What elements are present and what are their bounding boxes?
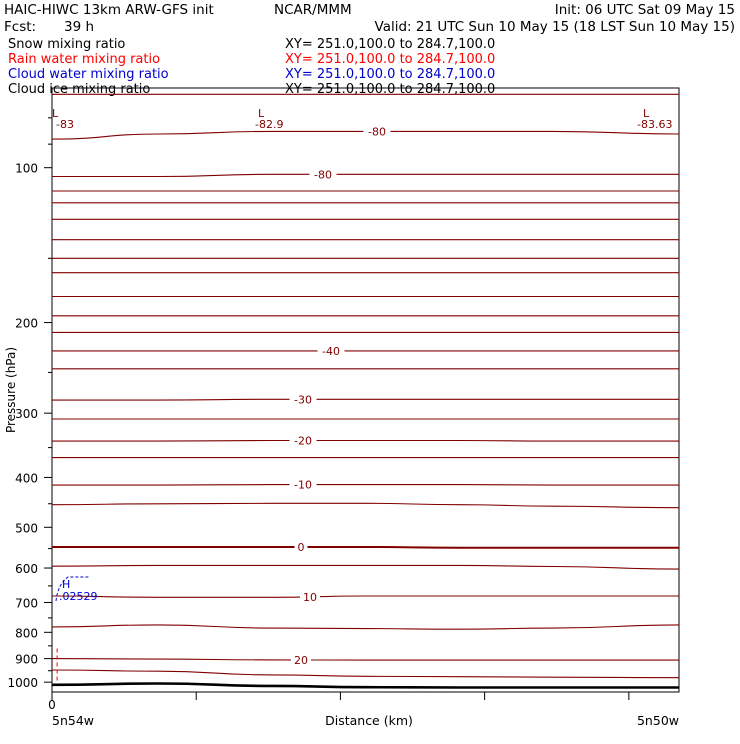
- maximum-marker: H: [62, 578, 71, 591]
- field-cross-section: XY= 251.0,100.0 to 284.7,100.0: [285, 52, 496, 67]
- isotherm-line: [52, 547, 679, 548]
- isotherm-line: [52, 503, 679, 507]
- isotherm-label: -20: [294, 434, 312, 448]
- isotherm-contours: [52, 94, 679, 687]
- field-cross-section: XY= 251.0,100.0 to 284.7,100.0: [285, 37, 496, 52]
- isotherm-line: [52, 670, 679, 678]
- maximum-value: .02529: [59, 590, 98, 603]
- isotherm-label: -80: [314, 168, 332, 182]
- y-tick-label: 1000: [7, 676, 38, 691]
- isotherm-line: [52, 485, 679, 486]
- field-name: Snow mixing ratio: [8, 37, 126, 52]
- y-tick-label: 800: [15, 626, 38, 641]
- field-name: Rain water mixing ratio: [8, 52, 161, 67]
- x-tick-label: 0: [48, 698, 56, 712]
- y-tick-label: 400: [15, 471, 38, 486]
- isotherm-line: [52, 441, 679, 442]
- isotherm-label: -10: [294, 478, 312, 492]
- fcst-label: Fcst:: [4, 19, 37, 35]
- isotherm-line: [52, 596, 679, 597]
- field-cross-section: XY= 251.0,100.0 to 284.7,100.0: [285, 82, 496, 97]
- x-end-label: 5n50w: [636, 713, 679, 728]
- model-title: HAIC-HIWC 13km ARW-GFS init: [4, 2, 214, 18]
- minimum-value: -83.63: [637, 118, 673, 131]
- isotherm-line: [52, 399, 679, 400]
- isotherm-line: [52, 625, 679, 629]
- y-tick-label: 300: [15, 407, 38, 422]
- minimum-value: -82.9: [255, 118, 284, 131]
- y-tick-label: 200: [15, 316, 38, 331]
- minimum-marker: L: [52, 107, 59, 120]
- isotherm-label: 20: [294, 653, 308, 667]
- field-name: Cloud ice mixing ratio: [8, 82, 151, 97]
- isotherm-label: 10: [303, 590, 317, 604]
- isotherm-label: -40: [322, 344, 340, 358]
- y-tick-label: 100: [15, 161, 38, 176]
- isotherm-line: [52, 659, 679, 661]
- y-tick-label: 500: [15, 521, 38, 536]
- minimum-marker: L: [258, 107, 265, 120]
- y-axis-label: Pressure (hPa): [4, 346, 18, 434]
- isotherm-line: [52, 565, 679, 569]
- y-tick-label: 900: [15, 652, 38, 667]
- isotherm-label: -30: [294, 393, 312, 407]
- plot-frame: [52, 88, 679, 692]
- valid-time: Valid: 21 UTC Sun 10 May 15 (18 LST Sun 10 May 15): [374, 19, 735, 35]
- isotherm-label: 0: [297, 540, 305, 554]
- x-axis: [48, 692, 629, 712]
- center-name: NCAR/MMM: [274, 2, 352, 18]
- field-name: Cloud water mixing ratio: [8, 67, 169, 82]
- isotherm-line: [52, 174, 679, 176]
- x-start-label: 5n54w: [52, 713, 95, 728]
- fcst-value: 39 h: [64, 19, 95, 35]
- y-tick-label: 700: [15, 596, 38, 611]
- terrain-surface-line: [52, 684, 679, 688]
- minimum-marker: L: [643, 107, 650, 120]
- isotherm-label: -80: [368, 125, 386, 139]
- y-tick-label: 600: [15, 562, 38, 577]
- init-time: Init: 06 UTC Sat 09 May 15: [554, 2, 735, 18]
- minimum-value: -83: [56, 118, 74, 131]
- x-axis-label: Distance (km): [325, 713, 413, 728]
- field-cross-section: XY= 251.0,100.0 to 284.7,100.0: [285, 67, 496, 82]
